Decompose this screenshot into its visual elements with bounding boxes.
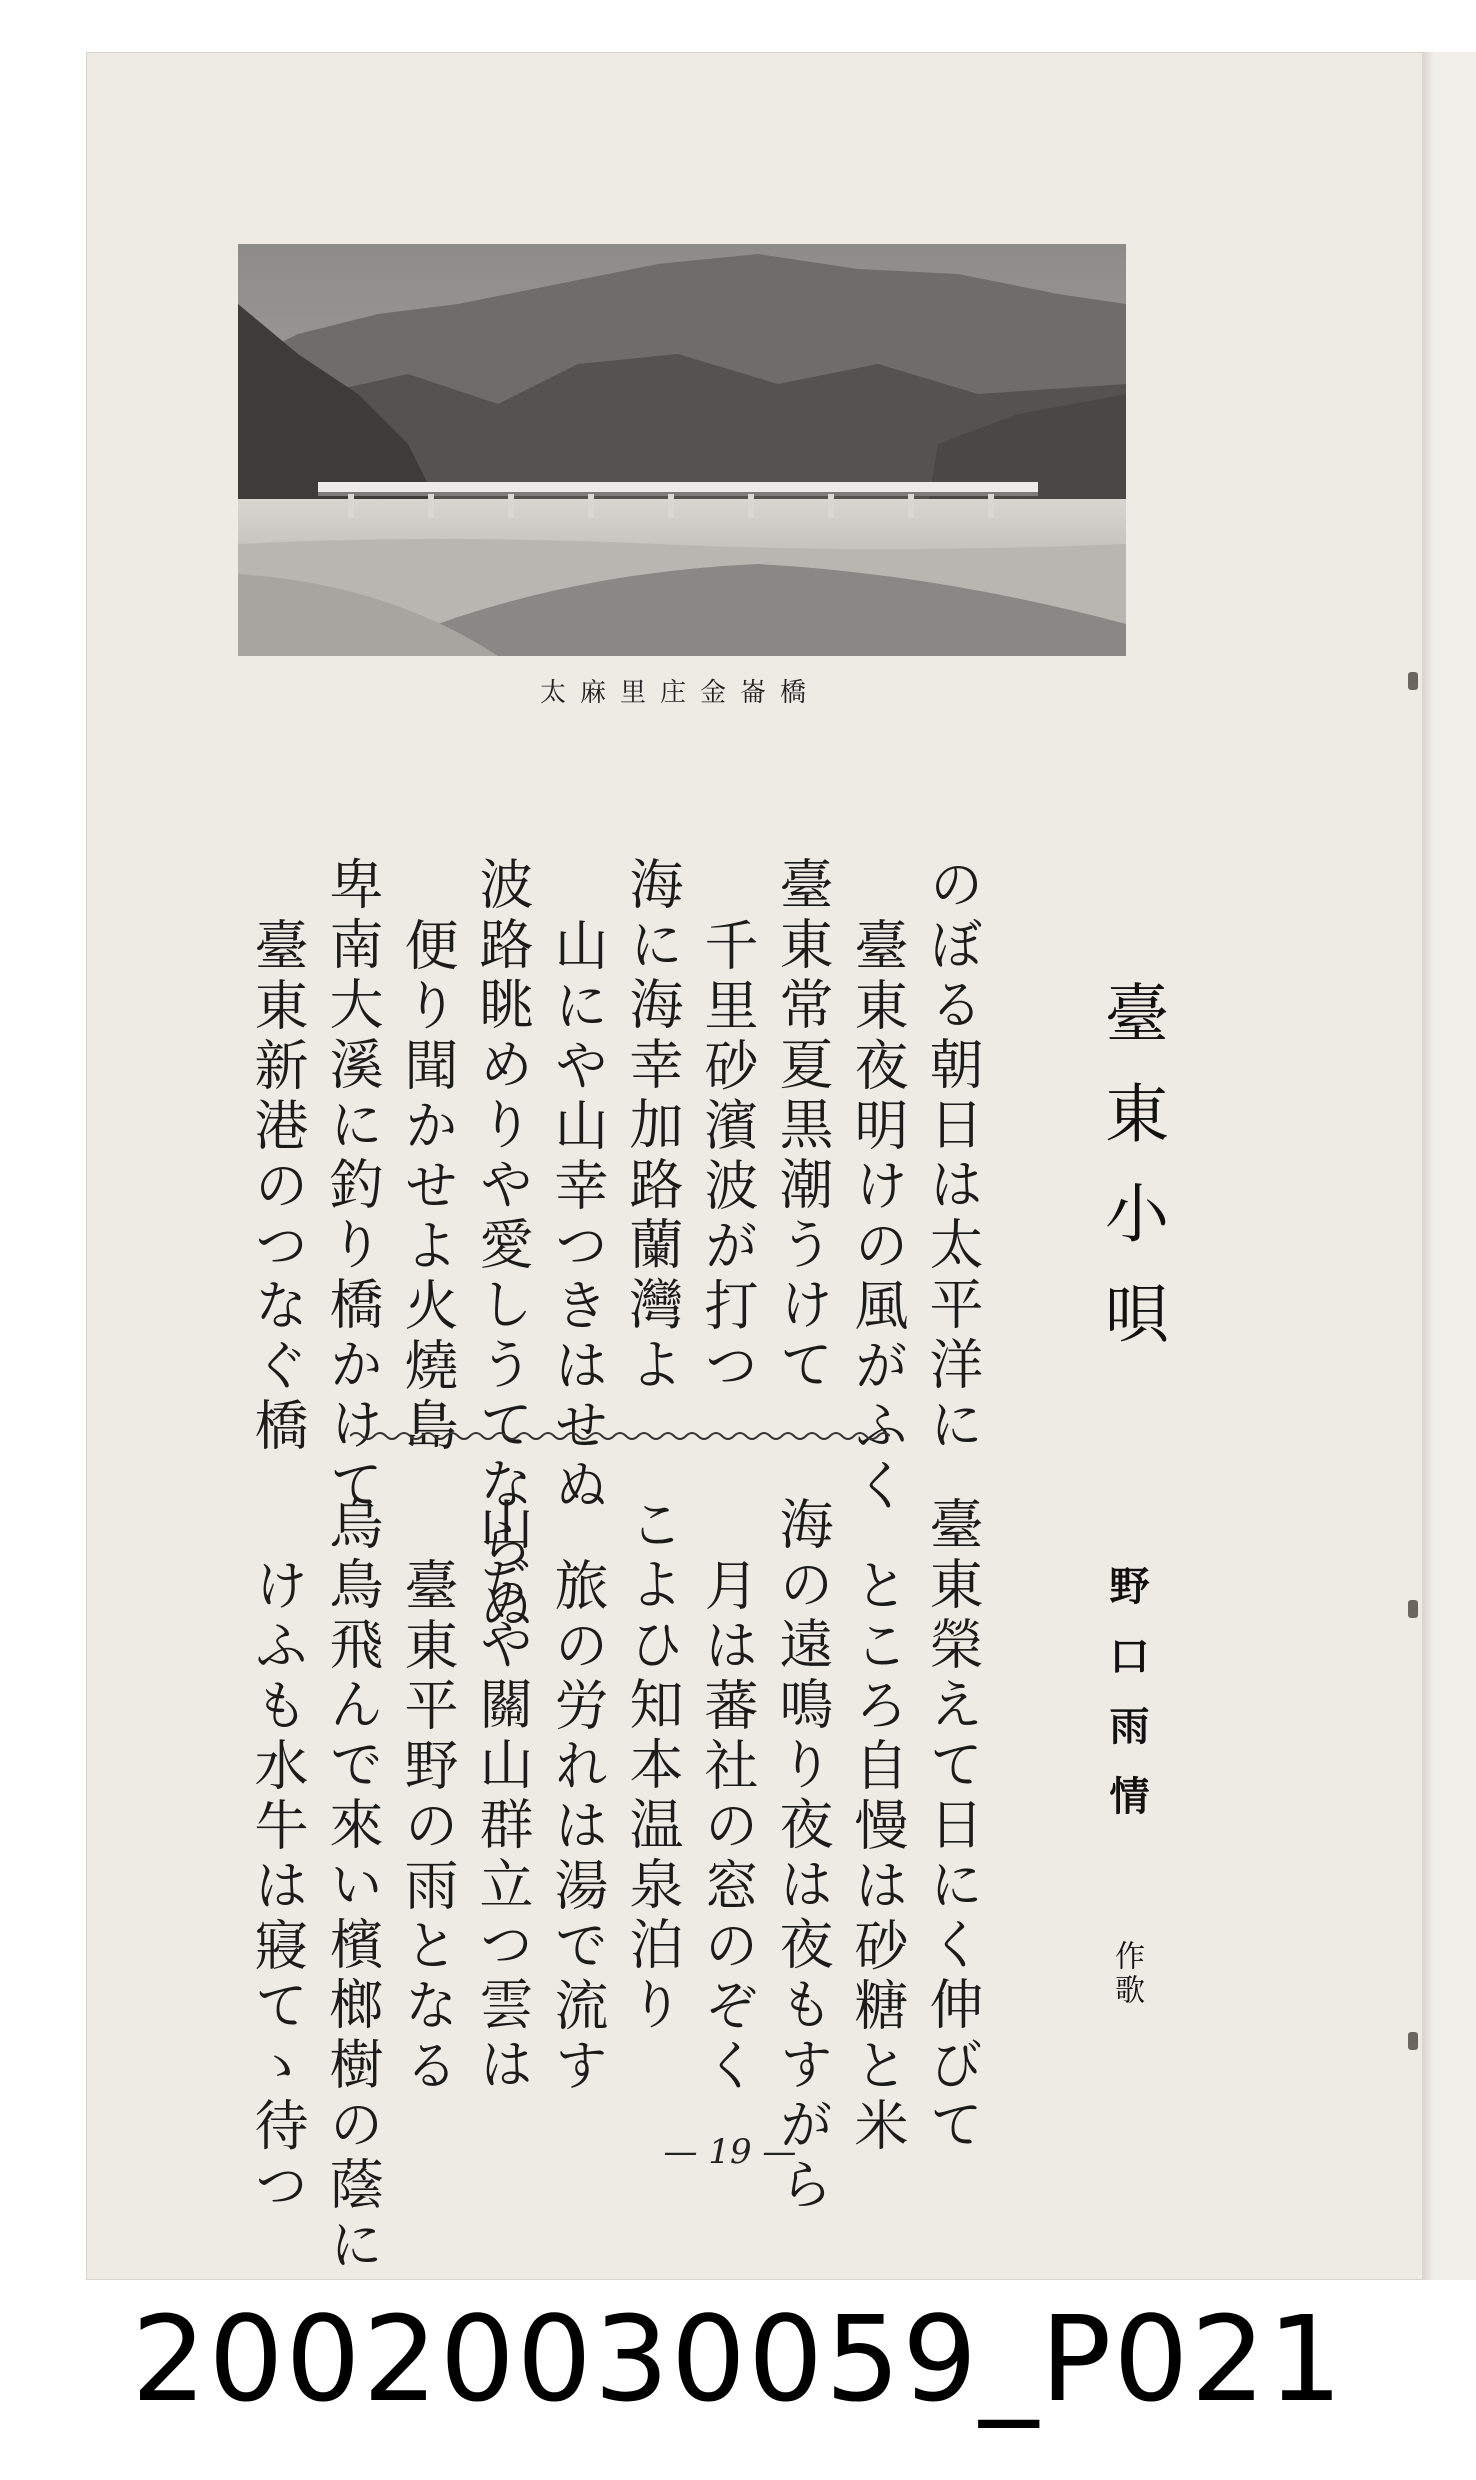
adjacent-page-edge (1436, 52, 1476, 2280)
verse-line: 烏鳥飛んで來い檳榔樹の蔭に (321, 1496, 384, 2276)
page-gutter (1422, 52, 1436, 2280)
verse-line: 臺東榮えて日にく伸びて (921, 1496, 984, 2156)
verse-line: 臺東新港のつなぐ橋 (246, 917, 309, 1457)
verse-line: けふも水牛は寢てゝ待つ (246, 1557, 309, 2217)
verse-line: ところ自慢は砂糖と米 (846, 1557, 909, 2157)
photo-caption: 太麻里庄金崙橋 (539, 678, 820, 708)
staple-mark (1408, 672, 1418, 690)
verse-line: こよひ知本温泉泊り (621, 1496, 684, 2036)
verse-line: 旅の労れは湯で流す (546, 1557, 609, 2097)
author-role: 作歌 (1109, 1940, 1144, 2008)
verse-line: 海の遠鳴り夜は夜もすがら (771, 1496, 834, 2216)
staple-mark (1408, 2032, 1418, 2050)
staple-mark (1408, 1600, 1418, 1618)
author-name: 野口雨情 (1103, 1565, 1149, 1845)
wavy-divider (350, 1428, 890, 1444)
verse-line: 臺東常夏黒潮うけて (771, 856, 834, 1396)
verse-line: 海に海幸加路蘭灣よ (621, 856, 684, 1396)
verse-line: 卑南大溪に釣り橋かけて (321, 856, 384, 1516)
verse-line: 便り聞かせよ火燒島 (396, 917, 459, 1457)
verse-line: 臺東夜明けの風がふく (846, 917, 909, 1517)
song-title: 臺東小唄 (1094, 980, 1168, 1380)
verse-line: のぼる朝日は太平洋に (921, 856, 984, 1456)
verse-line: 千里砂濱波が打つ (696, 917, 759, 1397)
archive-file-label: 20020030059_P021 (131, 2290, 1345, 2428)
page-number: — 19 — (663, 2132, 797, 2172)
verse-line: 月は蕃社の窓のぞく (696, 1557, 759, 2097)
verse-line: 臺東平野の雨となる (396, 1557, 459, 2097)
verse-line: 山にや山幸つきはせぬ (546, 917, 609, 1517)
verse-line: 山ぢや關山群立つ雲は (471, 1496, 534, 2096)
verse-line: 波路眺めりや愛しうてならぬ (471, 856, 534, 1636)
bridge-photo (238, 244, 1126, 656)
